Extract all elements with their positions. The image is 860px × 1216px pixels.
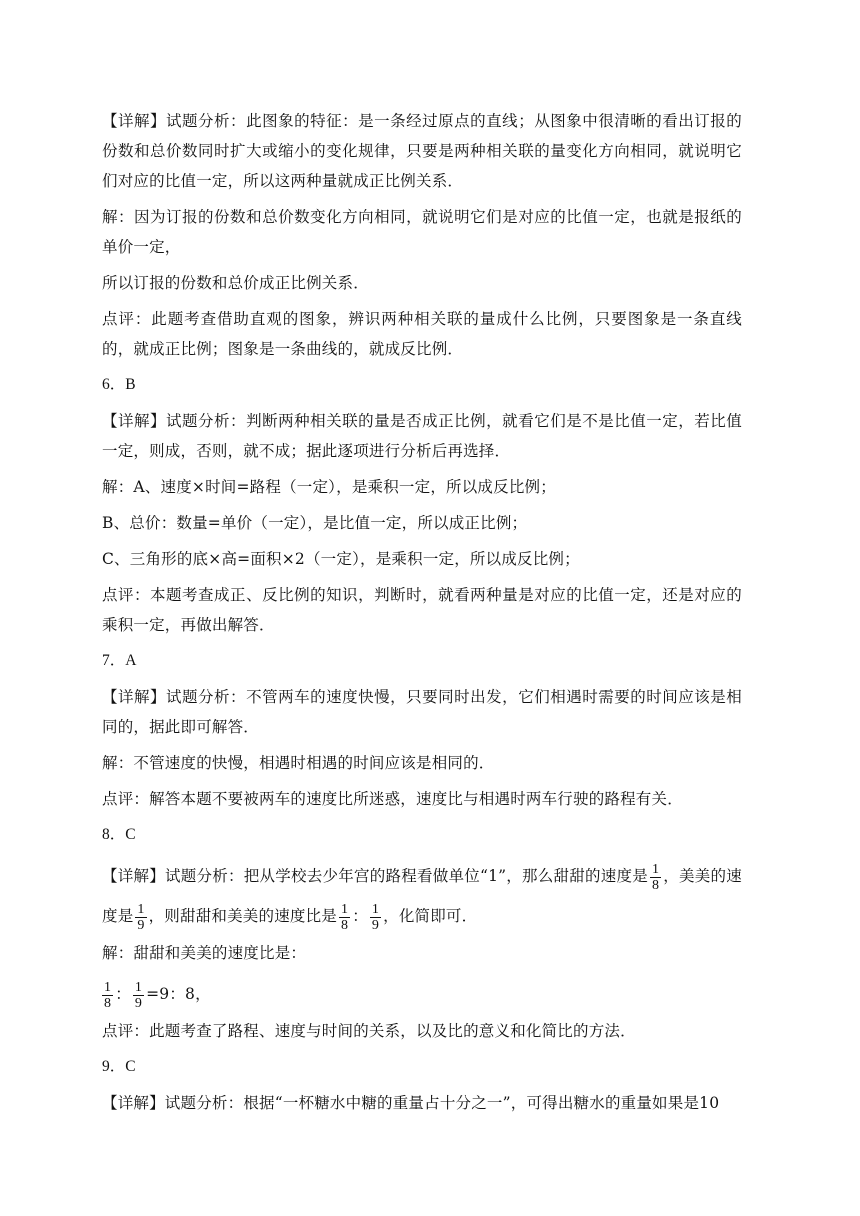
- fraction-one-ninth: $\frac{1}{9}$: [371, 901, 380, 933]
- fraction-one-eighth: $\frac{1}{8}$: [104, 979, 112, 1011]
- q6-number: 6．B: [102, 376, 136, 393]
- q5-comment: 点评：此题考查借助直观的图象，辨识两种相关联的量成什么比例，只要图象是一条直线的，就成正比例；图象是一条曲线的，就成反比例．: [102, 310, 742, 358]
- q8-calc-separator: ：: [115, 985, 131, 1003]
- q6-solution-c: C、三角形的底×高=面积×2（一定），是乘积一定，所以成反比例；: [102, 550, 580, 568]
- q6-solution-a: 解：A、速度×时间=路程（一定），是乘积一定，所以成反比例；: [102, 478, 556, 496]
- q8-number: 8．C: [102, 826, 136, 843]
- q8-detail-text-f: ，化简即可．: [383, 907, 478, 925]
- q8-detail-text-d: ，则甜甜和美美的速度比是: [148, 907, 338, 925]
- q8-detail-text-a: 【详解】试题分析：把从学校去少年宫的路程看做单位“1”，那么甜甜的速度是: [102, 867, 649, 885]
- q7-solution: 解：不管速度的快慢，相遇时相遇的时间应该是相同的．: [102, 754, 495, 772]
- q5-solution-1: 解：因为订报的份数和总价数变化方向相同，就说明它们是对应的比值一定，也就是报纸的单价一定，: [102, 208, 742, 256]
- fraction-one-eighth: $\frac{1}{8}$: [652, 861, 660, 893]
- q6-solution-b: B、总价：数量=单价（一定），是比值一定，所以成正比例；: [102, 514, 528, 532]
- q8-comment: 点评：此题考查了路程、速度与时间的关系，以及比的意义和化简比的方法．: [102, 1022, 636, 1040]
- q5-solution-2: 所以订报的份数和总价成正比例关系．: [102, 274, 369, 292]
- fraction-one-ninth: $\frac{1}{9}$: [134, 979, 143, 1011]
- q6-comment: 点评：本题考查成正、反比例的知识，判断时，就看两种量是对应的比值一定，还是对应的乘积一定，再做出解答．: [102, 586, 742, 634]
- answer-page: [102, 106, 742, 1124]
- fraction-one-eighth: $\frac{1}{8}$: [341, 901, 349, 933]
- q9-detail: 【详解】试题分析：根据“一杯糖水中糖的重量占十分之一”，可得出糖水的重量如果是10: [102, 1094, 720, 1112]
- fraction-one-ninth: $\frac{1}{9}$: [137, 901, 145, 933]
- q7-detail: 【详解】试题分析：不管两车的速度快慢，只要同时出发，它们相遇时需要的时间应该是相同的，据此即可解答．: [102, 688, 742, 736]
- q8-calculation: [102, 974, 742, 1014]
- q8-calc-result: =9：8，: [146, 985, 211, 1003]
- q8-detail: [102, 856, 742, 936]
- q7-number: 7．A: [102, 652, 137, 669]
- q9-number: 9．C: [102, 1058, 136, 1075]
- q6-detail: 【详解】试题分析：判断两种相关联的量是否成正比例，就看它们是不是比值一定，若比值一定，则成，否则，就不成；据此逐项进行分析后再选择．: [102, 412, 742, 460]
- q5-detail: 【详解】试题分析：此图象的特征：是一条经过原点的直线；从图象中很清晰的看出订报的份数和总价数同时扩大或缩小的变化规律，只要是两种相关联的量变化方向相同，就说明它们对应的比值一定，所以这两种量就成正比例关系．: [102, 112, 742, 190]
- q7-comment: 点评：解答本题不要被两车的速度比所迷惑，速度比与相遇时两车行驶的路程有关．: [102, 790, 683, 808]
- q8-detail-text-c: 速度是: [102, 867, 742, 925]
- q8-solution: 解：甜甜和美美的速度比是：: [102, 944, 307, 962]
- q8-detail-text-e: ：: [352, 907, 368, 925]
- q8-detail-text-b: ，美美的: [663, 867, 727, 885]
